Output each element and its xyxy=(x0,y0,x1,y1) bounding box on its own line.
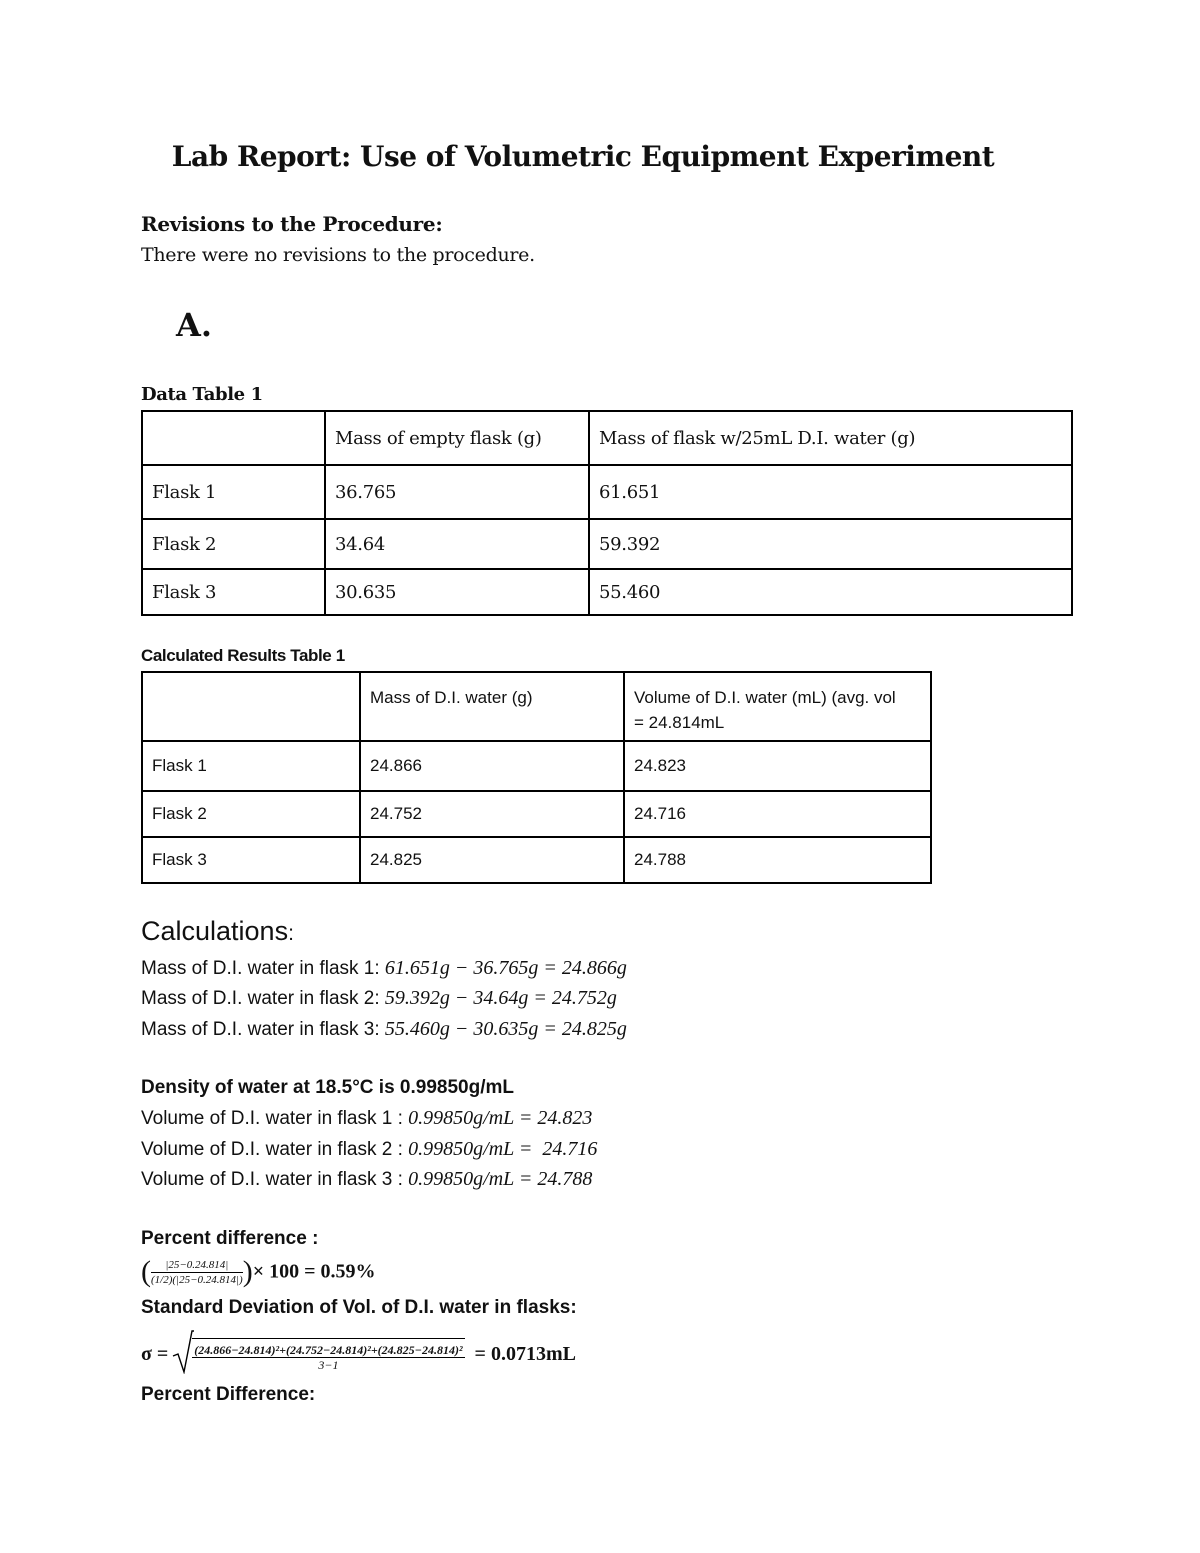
mass-line-expr: 55.460g − 30.635g = 24.825g xyxy=(384,1018,627,1040)
open-paren-icon: ( xyxy=(141,1255,151,1288)
table-cell: 30.635 xyxy=(325,569,589,615)
volume-line-3 xyxy=(141,1168,592,1191)
table-row xyxy=(142,569,1072,615)
close-paren-icon: ) xyxy=(242,1255,253,1288)
table-cell: 24.825 xyxy=(360,837,624,883)
table-cell: 24.716 xyxy=(624,791,931,837)
calculations-heading-colon: : xyxy=(288,922,294,945)
fraction-denominator: (1/2)(|25−0.24.814|) xyxy=(151,1273,243,1286)
table-header-row xyxy=(142,672,931,741)
table-cell: 34.64 xyxy=(325,519,589,569)
table-cell: 24.866 xyxy=(360,741,624,791)
percent-difference-heading-2: Percent Difference: xyxy=(141,1384,316,1405)
sigma-fraction xyxy=(192,1338,464,1372)
percent-difference-formula xyxy=(141,1255,375,1289)
volume-line-label: Volume of D.I. water in flask 3 : xyxy=(141,1169,403,1190)
table-cell: 24.788 xyxy=(624,837,931,883)
volume-line-expr: 0.99850g/mL = 24.823 xyxy=(408,1107,593,1129)
sigma-result: = 0.0713mL xyxy=(474,1343,576,1365)
section-label: A. xyxy=(176,306,212,344)
percent-difference-heading: Percent difference : xyxy=(141,1228,319,1249)
sqrt-icon xyxy=(172,1330,194,1379)
table-cell: 24.823 xyxy=(624,741,931,791)
table-header-cell xyxy=(142,411,325,465)
data-table-1-caption: Data Table 1 xyxy=(141,384,263,405)
percent-difference-result: × 100 = 0.59% xyxy=(252,1260,376,1283)
percent-difference-fraction xyxy=(151,1258,243,1287)
volume-line-label: Volume of D.I. water in flask 2 : xyxy=(141,1139,403,1160)
table-row xyxy=(142,837,931,883)
volume-line-expr: 0.99850g/mL = 24.788 xyxy=(408,1168,593,1190)
mass-line-label: Mass of D.I. water in flask 2: xyxy=(141,988,380,1009)
volume-line-expr: 0.99850g/mL = 24.716 xyxy=(408,1138,598,1160)
table-row xyxy=(142,791,931,837)
sigma-lhs: σ = xyxy=(141,1343,169,1365)
table-cell: 55.460 xyxy=(589,569,1072,615)
mass-line-label: Mass of D.I. water in flask 1: xyxy=(141,958,380,979)
page-title: Lab Report: Use of Volumetric Equipment Experiment xyxy=(171,140,995,173)
std-dev-heading: Standard Deviation of Vol. of D.I. water in flasks: xyxy=(141,1297,577,1318)
density-heading: Density of water at 18.5°C is 0.99850g/mL xyxy=(141,1077,514,1098)
mass-line-1 xyxy=(141,957,627,980)
table-row xyxy=(142,741,931,791)
table-cell: 36.765 xyxy=(325,465,589,519)
calculations-heading-text: Calculations xyxy=(141,916,289,946)
table-cell: Flask 3 xyxy=(142,569,325,615)
fraction-numerator: (24.866−24.814)²+(24.752−24.814)²+(24.825−24.814)² xyxy=(194,1342,463,1357)
volume-line-label: Volume of D.I. water in flask 1 : xyxy=(141,1108,403,1129)
mass-line-label: Mass of D.I. water in flask 3: xyxy=(141,1019,380,1040)
table-cell: 59.392 xyxy=(589,519,1072,569)
table-header-cell: Mass of flask w/25mL D.I. water (g) xyxy=(589,411,1072,465)
table-cell: Flask 1 xyxy=(142,741,360,791)
revisions-text: There were no revisions to the procedure. xyxy=(141,244,535,266)
volume-line-1 xyxy=(141,1107,592,1130)
table-cell: 24.752 xyxy=(360,791,624,837)
table-cell: Flask 2 xyxy=(142,791,360,837)
fraction-denominator: 3−1 xyxy=(318,1357,339,1372)
fraction-numerator: |25−0.24.814| xyxy=(151,1258,243,1273)
mass-line-expr: 59.392g − 34.64g = 24.752g xyxy=(384,987,617,1009)
revisions-heading: Revisions to the Procedure: xyxy=(141,212,443,236)
table-header-cell: Mass of D.I. water (g) xyxy=(360,672,624,741)
table-cell: Flask 1 xyxy=(142,465,325,519)
results-table-1-caption: Calculated Results Table 1 xyxy=(141,646,345,665)
volume-line-2 xyxy=(141,1138,597,1161)
data-table-1 xyxy=(141,410,1073,616)
mass-line-expr: 61.651g − 36.765g = 24.866g xyxy=(384,957,627,979)
table-cell: Flask 2 xyxy=(142,519,325,569)
mass-line-2 xyxy=(141,987,617,1010)
table-row xyxy=(142,465,1072,519)
results-table-1 xyxy=(141,671,932,884)
table-row xyxy=(142,519,1072,569)
mass-line-3 xyxy=(141,1018,627,1041)
std-dev-formula xyxy=(141,1330,576,1379)
table-header-cell xyxy=(142,672,360,741)
table-header-row xyxy=(142,411,1072,465)
table-header-cell: Volume of D.I. water (mL) (avg. vol = 24.814mL xyxy=(624,672,931,741)
table-cell: 61.651 xyxy=(589,465,1072,519)
table-cell: Flask 3 xyxy=(142,837,360,883)
table-header-cell: Mass of empty flask (g) xyxy=(325,411,589,465)
calculations-heading xyxy=(141,916,294,947)
